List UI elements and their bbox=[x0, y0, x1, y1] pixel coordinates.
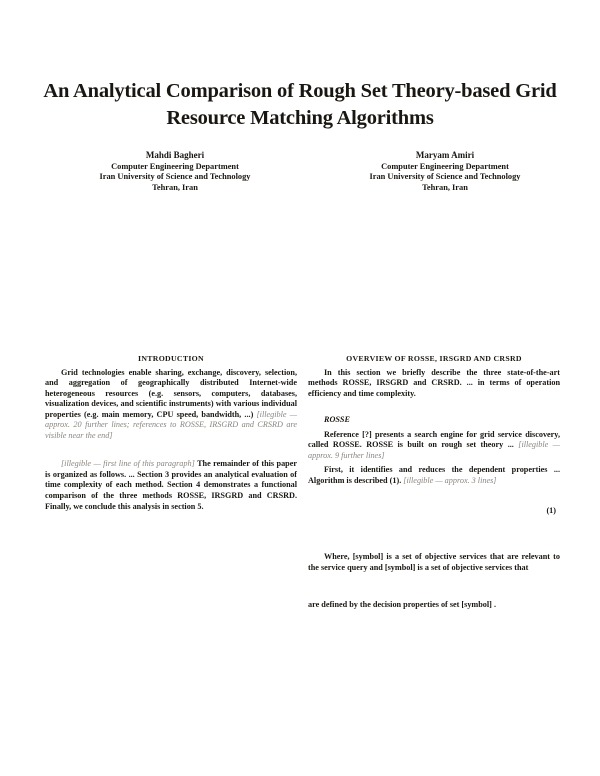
where-clause bbox=[308, 552, 560, 573]
illegible-marker: [illegible — first line of this paragraph] bbox=[61, 459, 195, 469]
equation-number: (1) bbox=[546, 506, 556, 516]
author-location: Tehran, Iran bbox=[152, 182, 198, 192]
author-university: Iran University of Science and Technology bbox=[369, 172, 521, 181]
author-location: Tehran, Iran bbox=[422, 182, 468, 192]
illegible-marker: [illegible — approx. 3 lines] bbox=[403, 475, 497, 485]
illegible-marker: [illegible — approx. 9 further lines] bbox=[308, 440, 561, 460]
author-block-1 bbox=[50, 150, 300, 193]
where-clause-continued: are defined by the decision properties of set [symbol] . bbox=[308, 599, 496, 609]
legible-text: Grid technologies enable sharing, exchange, discovery, selection, and aggregation of geographically distributed Internet-wide heterogeneous resources (e.g. sensors, computers, databases, visualization devices, and scientific instruments) with various individual properties (e.g. main memory, CPU speed, bandwidth, ...) bbox=[45, 367, 297, 419]
left-column bbox=[45, 354, 297, 516]
overview-paragraph: In this section we briefly describe the three state-of-the-art methods ROSSE, IRSGRD and CRSRD. ... in terms of operation efficiency and time complexity. bbox=[308, 367, 560, 398]
author-name: Mahdi Bagheri bbox=[145, 150, 205, 160]
legible-text: First, it identifies and reduces the dependent properties ... Algorithm is described (1). bbox=[308, 465, 560, 485]
author-department: Computer Engineering Department bbox=[381, 161, 509, 171]
paper-title: An Analytical Comparison of Rough Set Theory-based Grid Resource Matching Algorithms bbox=[43, 80, 557, 129]
equation-1 bbox=[308, 506, 560, 534]
author-university: Iran University of Science and Technology bbox=[99, 172, 251, 181]
subsection-heading-rosse: ROSSE bbox=[324, 415, 350, 425]
where-line-2: the service query and [symbol] is a set of objective services that bbox=[308, 563, 529, 573]
rosse-paragraph-2 bbox=[308, 465, 560, 486]
introduction-paragraph bbox=[45, 368, 297, 442]
author-name: Maryam Amiri bbox=[415, 150, 475, 160]
organization-paragraph bbox=[45, 459, 297, 512]
rosse-paragraph bbox=[308, 430, 560, 462]
where-line-1: Where, [symbol] is a set of objective services that are relevant to bbox=[324, 552, 560, 562]
author-block-2 bbox=[320, 150, 570, 193]
author-department: Computer Engineering Department bbox=[111, 161, 239, 171]
legible-text: Reference [?] presents a search engine for grid service discovery, called ROSSE. ROSSE is built on rough set theory ... bbox=[308, 429, 560, 450]
right-column bbox=[308, 354, 560, 614]
legible-text: The remainder of this paper is organized as follows. ... Section 3 provides an analytical evaluation of time complexity of each method. Section 4 demonstrates a functional comparison of the three methods ROSSE, IRSGRD and CRSRD. Finally, we conclude this analysis in section 5. bbox=[45, 459, 297, 511]
illegible-marker: [illegible — approx. 20 further lines; references to ROSSE, IRSGRD and CRSRD are visible near the end] bbox=[45, 409, 297, 440]
section-heading-overview: OVERVIEW OF ROSSE, IRSGRD AND CRSRD bbox=[346, 354, 522, 363]
section-heading-introduction: INTRODUCTION bbox=[138, 354, 204, 363]
